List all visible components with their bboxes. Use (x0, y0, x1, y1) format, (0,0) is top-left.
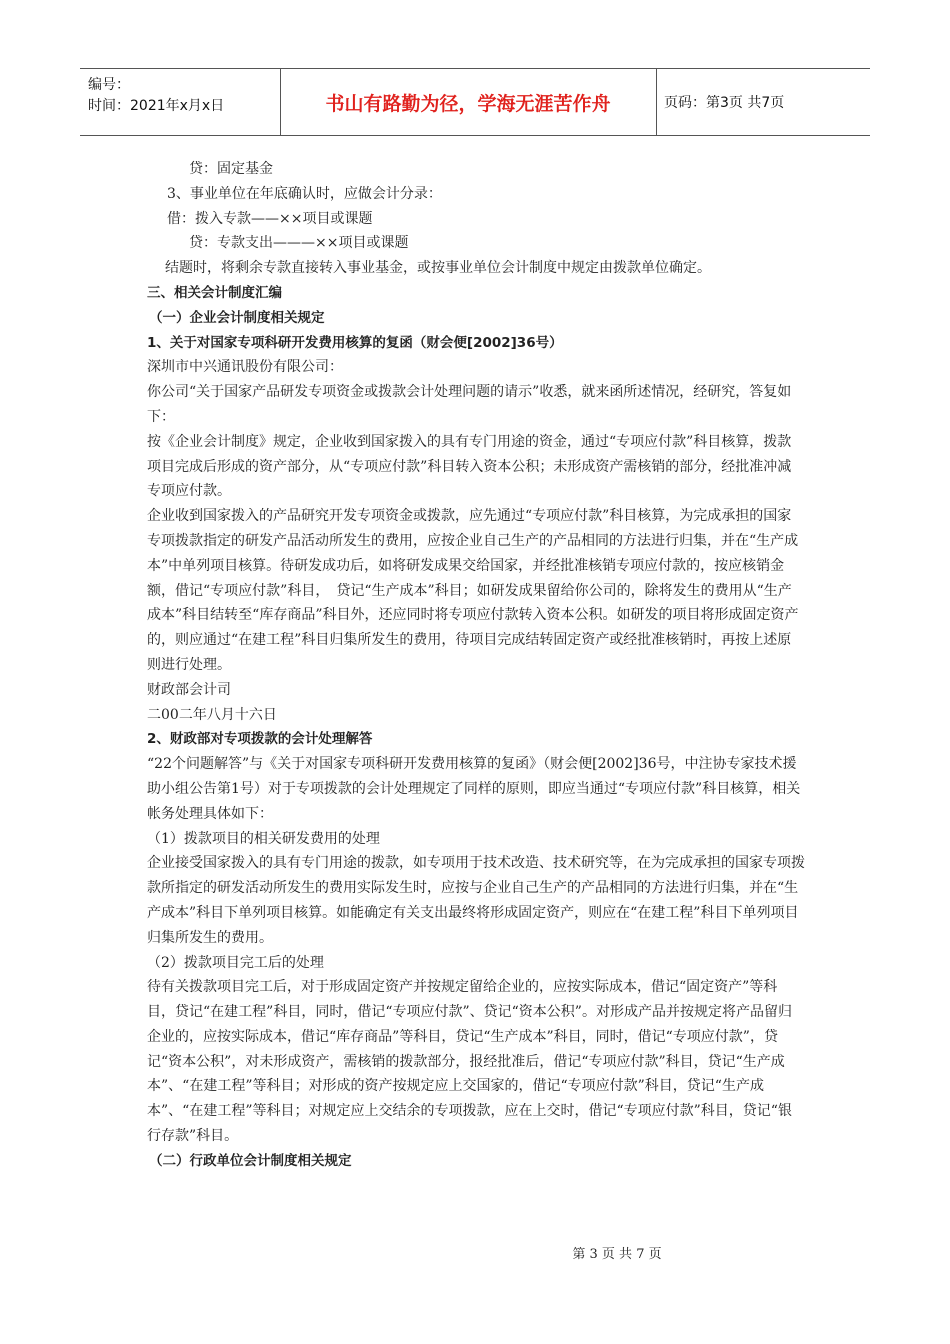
header-motto: 书山有路勤为径，学海无涯苦作舟 (325, 92, 611, 115)
body-paragraph: 结题时，将剩余专款直接转入事业基金，或按事业单位会计制度中规定由拨款单位确定。 (165, 260, 711, 277)
body-paragraph: 财政部会计司 (147, 681, 231, 698)
page-header (80, 68, 870, 136)
section-heading: 2、财政部对专项拨款的会计处理解答 (147, 731, 373, 748)
section-heading: （一）企业会计制度相关规定 (149, 309, 325, 326)
body-paragraph: 按《企业会计制度》规定，企业收到国家拨入的具有专门用途的资金，通过“专项应付款”科目核算，拨款项目完成后形成的资产部分，从“专项应付款”科目转入资本公积；未形成资产需核销的部分，经批准冲减专项应付款。 (147, 433, 792, 500)
header-page-number: 页码：第3页 共7页 (664, 95, 785, 111)
body-paragraph: 贷：固定基金 (189, 161, 273, 177)
document-body (145, 157, 805, 1174)
section-heading: （二）行政单位会计制度相关规定 (149, 1152, 352, 1169)
page-footer (0, 1243, 950, 1262)
section-heading: 三、相关会计制度汇编 (147, 284, 282, 301)
body-paragraph: 3、事业单位在年底确认时，应做会计分录： (167, 185, 442, 202)
body-paragraph: 企业接受国家拨入的具有专门用途的拨款，如专项用于技术改造、技术研究等，在为完成承担的国家专项拨款所指定的研发活动所发生的费用实际发生时，应按与企业自己生产的产品相同的方法进行归集，并在“生产成本”科目下单列项目核算。如能确定有关支出最终将形成固定资产，则应在“在建工程”科目下单列项目归集所发生的费用。 (147, 855, 805, 946)
body-paragraph: 借：拨入专款——××项目或课题 (167, 210, 373, 227)
body-paragraph: 企业收到国家拨入的产品研究开发专项资金或拨款，应先通过“专项应付款”科目核算，为完成承担的国家专项拨款指定的研发产品活动所发生的费用，应按企业自己生产的产品相同的方法进行归集，并在“生产成本”中单列项目核算。待研发成功后，如将研发成果交给国家，并经批准核销专项应付款的，按应核销金额，借记“专项应付款”科目， 贷记“生产成本”科目；如研发成果留给你公司的，除将发生的费用从“生产成本”科目结转至“库存商品”科目外，还应同时将专项应付款转入资本公积。如研发的项目将形成固定资产的，则应通过“在建工程”科目归集所发生的费用，待项目完成结转固定资产或经批准核销时，再按上述原则进行处理。 (147, 508, 799, 673)
header-divider (656, 69, 657, 135)
footer-page-number: 第 3 页 共 7 页 (572, 1247, 662, 1262)
body-paragraph: 你公司“关于国家产品研发专项资金或拨款会计处理问题的请示”收悉，就来函所述情况，经研究，答复如下： (147, 384, 792, 425)
body-paragraph: 待有关拨款项目完工后，对于形成固定资产并按规定留给企业的，应按实际成本，借记“固定资产”等科目，贷记“在建工程”科目，同时，借记“专项应付款”、贷记“资本公积”。对形成产品并按规定将产品留归企业的，应按实际成本，借记“库存商品”等科目，贷记“生产成本”科目，同时，借记“专项应付款”，贷记“资本公积”，对未形成资产，需核销的拨款部分，报经批准后，借记“专项应付款”科目，贷记“生产成本”、“在建工程”等科目；对形成的资产按规定应上交国家的，借记“专项应付款”科目，贷记“生产成本”、“在建工程”等科目；对规定应上交结余的专项拨款，应在上交时，借记“专项应付款”科目，贷记“银行存款”科目。 (147, 979, 792, 1145)
body-paragraph: （2）拨款项目完工后的处理 (147, 954, 324, 971)
header-meta (88, 75, 224, 117)
section-heading: 1、关于对国家专项科研开发费用核算的复函（财会便[2002]36号） (147, 334, 563, 351)
document-number-label: 编号： (88, 77, 130, 93)
body-paragraph: “22个问题解答”与《关于对国家专项科研开发费用核算的复函》（财会便[2002]36号，中注协专家技术援助小组公告第1号）对于专项拨款的会计处理规定了同样的原则，即应当通过“专项应付款”科目核算，相关帐务处理具体如下： (147, 756, 801, 822)
body-paragraph: （1）拨款项目的相关研发费用的处理 (147, 830, 380, 847)
body-paragraph: 贷：专款支出———××项目或课题 (189, 235, 409, 252)
body-paragraph: 二00二年八月十六日 (147, 706, 277, 723)
body-paragraph: 深圳市中兴通讯股份有限公司： (147, 359, 343, 376)
document-time-label: 时间：2021年x月x日 (88, 98, 225, 114)
